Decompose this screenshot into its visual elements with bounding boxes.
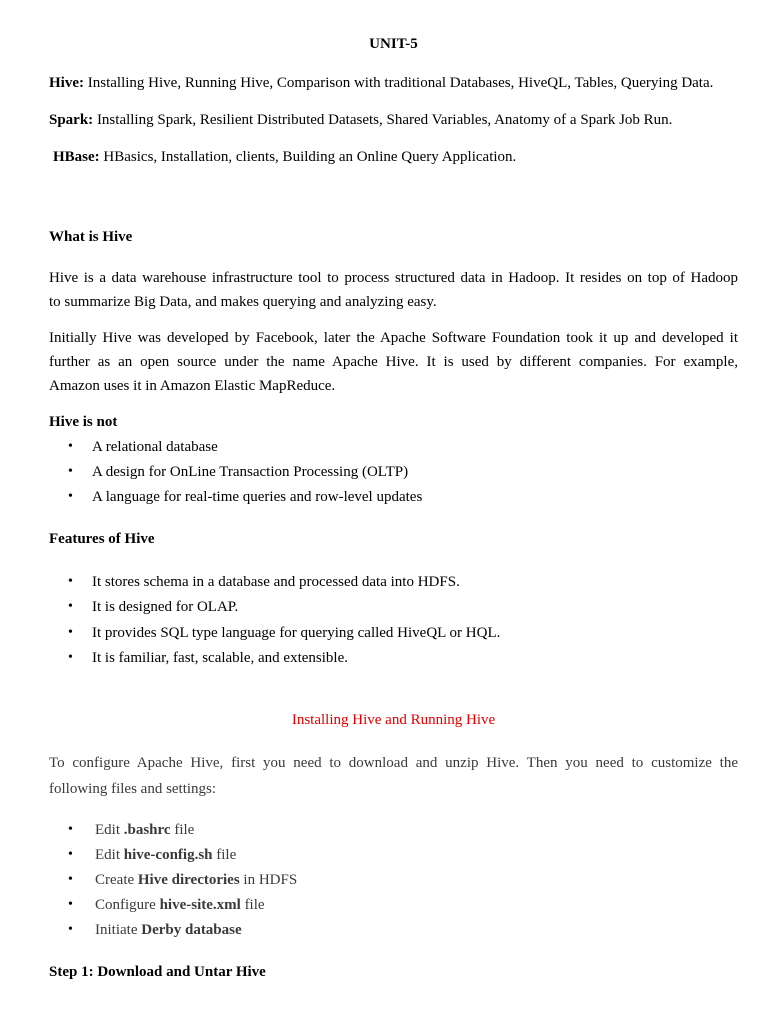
topic-label: Spark: <box>49 112 94 128</box>
topic-text: Installing Hive, Running Hive, Comparison with traditional Databases, HiveQL, Tables, Querying Data. <box>84 75 714 91</box>
bullet-icon: • <box>68 574 73 589</box>
topic-hbase <box>53 149 742 166</box>
topic-text: Installing Spark, Resilient Distributed Datasets, Shared Variables, Anatomy of a Spark Job Run. <box>93 112 673 128</box>
installing-heading: Installing Hive and Running Hive <box>291 712 496 728</box>
paragraph-line: To configure Apache Hive, first you need to download and unzip Hive. Then you need to customize the <box>49 755 738 771</box>
hive-is-not-heading: Hive is not <box>49 414 118 430</box>
topic-hive <box>49 75 738 92</box>
bullet-icon: • <box>68 872 73 887</box>
paragraph-line: further as an open source under the name Apache Hive. It is used by different companies. For example, <box>49 354 738 370</box>
topic-text: HBasics, Installation, clients, Building an Online Query Application. <box>99 149 517 165</box>
what-is-hive-heading: What is Hive <box>49 229 133 245</box>
bullet-icon: • <box>68 625 73 640</box>
features-heading: Features of Hive <box>49 531 155 547</box>
bullet-icon: • <box>68 464 73 479</box>
paragraph-line: following files and settings: <box>49 781 217 797</box>
what-is-hive-para2 <box>49 326 738 398</box>
topic-label: HBase: <box>53 149 100 165</box>
step1-heading: Step 1: Download and Untar Hive <box>49 964 266 980</box>
bullet-icon: • <box>68 897 73 912</box>
bullet-icon: • <box>68 847 73 862</box>
paragraph-line: Amazon uses it in Amazon Elastic MapReduce. <box>49 378 336 394</box>
paragraph-line: to summarize Big Data, and makes querying and analyzing easy. <box>49 294 437 310</box>
bullet-icon: • <box>68 599 73 614</box>
paragraph-line: Hive is a data warehouse infrastructure tool to process structured data in Hadoop. It resides on top of Hadoop <box>49 270 738 286</box>
unit-title: UNIT-5 <box>369 36 418 52</box>
bullet-icon: • <box>68 650 73 665</box>
bullet-icon: • <box>68 489 73 504</box>
what-is-hive-para1 <box>49 266 738 314</box>
bullet-icon: • <box>68 822 73 837</box>
topic-spark <box>49 112 738 129</box>
bullet-icon: • <box>68 439 73 454</box>
installing-intro <box>49 750 738 802</box>
paragraph-line: Initially Hive was developed by Facebook, later the Apache Software Foundation took it up and developed it <box>49 330 738 346</box>
bullet-icon: • <box>68 922 73 937</box>
topic-label: Hive: <box>49 75 84 91</box>
